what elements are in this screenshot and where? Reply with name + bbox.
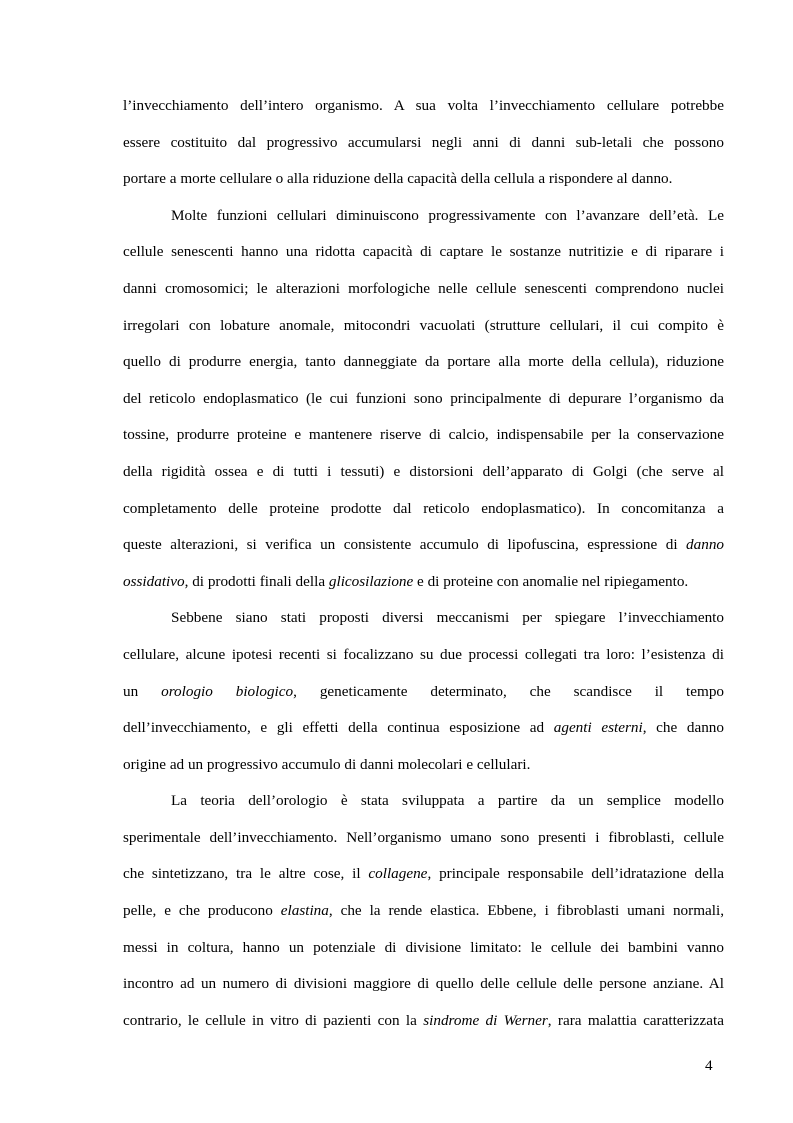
text-line: l’invecchiamento dell’intero organismo. A sua volta l’invecchiamento cellulare potrebbe: [123, 97, 724, 114]
text-run: un: [123, 682, 162, 700]
text-line: Molte funzioni cellulari diminuiscono progressivamente con l’avanzare dell’età. Le: [171, 206, 724, 224]
text-line: [123, 1003, 724, 1040]
text-line: cellulare, alcune ipotesi recenti si focalizzano su due processi collegati tra loro: l’esistenza di: [123, 645, 724, 663]
text-line: del reticolo endoplasmatico (le cui funzioni sono principalmente di depurare l’organismo da: [123, 389, 724, 407]
text-line: [123, 856, 724, 893]
text-run: , di prodotti finali della: [184, 572, 329, 590]
text-line: [123, 710, 724, 747]
text-line: tossine, produrre proteine e mantenere riserve di calcio, indispensabile per la conservazione: [123, 426, 724, 444]
paragraph-4: [123, 783, 724, 1039]
italic-term: glicosilazione: [328, 572, 414, 590]
italic-term: danno: [686, 536, 724, 554]
text-line: irregolari con lobature anomale, mitocondri vacuolati (strutture cellulari, il cui compito è: [123, 316, 724, 334]
text-line: incontro ad un numero di divisioni maggiore di quello delle cellule delle persone anziane. Al: [123, 975, 724, 993]
text-line: origine ad un progressivo accumulo di danni molecolari e cellulari.: [123, 755, 531, 773]
text-line: sperimentale dell’invecchiamento. Nell’organismo umano sono presenti i fibroblasti, cellule: [123, 828, 724, 846]
text-line: portare a morte cellulare o alla riduzione della capacità della cellula a rispondere al danno.: [123, 170, 673, 188]
text-line: della rigidità ossea e di tutti i tessuti) e distorsioni dell’apparato di Golgi (che serve al: [123, 462, 724, 480]
italic-term: orologio biologico: [161, 682, 294, 700]
italic-term: agenti esterni: [553, 719, 643, 737]
paragraph-3: [123, 600, 724, 783]
italic-term: sindrome di Werner: [423, 1011, 548, 1029]
italic-term: collagene: [368, 865, 428, 883]
text-run: contrario, le cellule in vitro di pazienti con la: [123, 1011, 424, 1029]
text-line: cellule senescenti hanno una ridotta capacità di captare le sostanze nutritizie e di riparare i: [123, 243, 724, 261]
document-body: [123, 88, 724, 1039]
text-line: danni cromosomici; le alterazioni morfologiche nelle cellule senescenti comprendono nuclei: [123, 279, 724, 297]
text-run: , che danno: [642, 719, 724, 737]
text-run: , principale responsabile dell’idratazione della: [427, 865, 724, 883]
text-run: , geneticamente determinato, che scandisce il tempo: [293, 682, 725, 700]
text-run: che sintetizzano, tra le altre cose, il: [123, 865, 369, 883]
text-run: , che la rende elastica. Ebbene, i fibroblasti umani normali,: [328, 902, 724, 920]
text-line: quello di produrre energia, tanto danneggiate da portare alla morte della cellula), riduzione: [123, 353, 724, 371]
text-line: [123, 527, 724, 564]
text-line: completamento delle proteine prodotte dal reticolo endoplasmatico). In concomitanza a: [123, 499, 724, 517]
text-line: messi in coltura, hanno un potenziale di divisione limitato: le cellule dei bambini vanno: [123, 938, 724, 956]
text-line: essere costituito dal progressivo accumularsi negli anni di danni sub-letali che possono: [123, 133, 724, 151]
paragraph-1: [123, 88, 724, 198]
italic-term: ossidativo: [123, 572, 185, 590]
text-line: Sebbene siano stati proposti diversi meccanismi per spiegare l’invecchiamento: [171, 609, 724, 627]
paragraph-2: [123, 198, 724, 601]
text-run: dell’invecchiamento, e gli effetti della continua esposizione ad: [123, 719, 554, 737]
text-line: La teoria dell’orologio è stata sviluppata a partire da un semplice modello: [171, 792, 724, 810]
text-run: pelle, e che producono: [123, 902, 281, 920]
italic-term: elastina: [280, 902, 329, 920]
text-line: [123, 564, 724, 601]
text-line: [123, 674, 724, 711]
text-run: queste alterazioni, si verifica un consistente accumulo di lipofuscina, espressione di: [123, 536, 687, 554]
page-number: 4: [705, 1057, 713, 1074]
text-run: e di proteine con anomalie nel ripiegamento.: [413, 572, 689, 590]
text-line: [123, 893, 724, 930]
text-run: , rara malattia caratterizzata: [547, 1011, 724, 1029]
